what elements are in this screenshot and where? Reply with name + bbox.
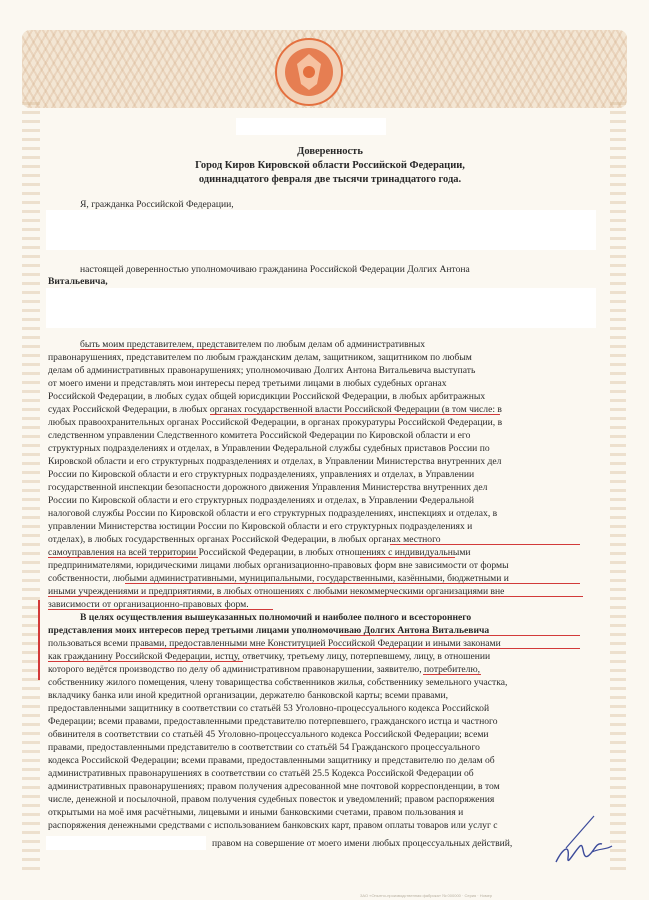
highlight-underline xyxy=(210,414,500,415)
body-line: отделах), в любых государственных органах Российской Федерации, в любых органах местного xyxy=(48,534,441,545)
redacted-number xyxy=(236,118,386,135)
body-line: Российской Федерации, в любых судах общей юрисдикции Российской Федерации, в любых арбитражных xyxy=(48,391,486,402)
highlight-underline xyxy=(390,544,580,545)
highlight-underline xyxy=(360,557,455,558)
body-line: России по Кировской области и его структурных подразделениях и отделах, в Управлении Федеральной xyxy=(48,495,475,506)
city-line: Город Киров Кировской области Российской Федерации, xyxy=(195,160,465,171)
body-line: иными учреждениями и предприятиями, в любых отношениях с любыми некоммерческими организациями вне xyxy=(48,586,505,597)
highlight-underline xyxy=(125,583,580,584)
ornamental-border-right xyxy=(610,100,626,870)
body-line: В целях осуществления вышеуказанных полномочий и наиболее полного и всестороннего xyxy=(80,612,472,623)
document-title: Доверенность xyxy=(297,146,363,157)
body-line: распоряжения денежными средствами с использованием банковских карт, правом оплаты товаров или услуг с xyxy=(48,820,498,831)
body-line: от моего имени и представлять мои интересы перед третьими лицами в любых судебных органах xyxy=(48,378,447,389)
intro-line: Я, гражданка Российской Федерации, xyxy=(80,199,234,210)
highlight-underline xyxy=(48,596,583,597)
body-line: государственной инспекции безопасности дорожного движения Управления Министерства внутренних дел xyxy=(48,482,488,493)
body-line: России по Кировской области и его структурных подразделениях, управлениях и отделах, в Управлении xyxy=(48,469,475,480)
body-line: обвинителя в соответствии со статьёй 45 Уголовно-процессуального кодекса Российской Федерации; всеми xyxy=(48,729,489,740)
body-line: структурных подразделениях и отделах, в Управлении Федеральной службы судебных приставов России по xyxy=(48,443,490,454)
highlight-underline xyxy=(80,349,240,350)
grant-line-1: настоящей доверенностью уполномочиваю гражданина Российской Федерации Долгих Антона xyxy=(80,264,470,275)
body-line: собственнику жилого помещения, члену товарищества собственников жилья, собственнику земельного участка, xyxy=(48,677,508,688)
date-line: одиннадцатого февраля две тысячи тринадцатого года. xyxy=(198,174,462,185)
body-line: быть моим представителем, представителем по любым делам об административных xyxy=(80,339,425,350)
body-line: судах Российской Федерации, в любых органах государственной власти Российской Федерации (в том числе: в xyxy=(48,404,502,415)
body-line: пользоваться всеми правами, предоставленными мне Конституцией Российской Федерации и иными законами xyxy=(48,638,501,649)
body-line: представления моих интересов перед третьими лицами уполномочиваю Долгих Антона Витальевича xyxy=(48,625,490,636)
body-line: зависимости от организационно-правовых форм. xyxy=(48,599,249,610)
highlight-underline xyxy=(140,648,580,649)
body-line: предпринимателями, юридическими лицами любых организационно-правовых форм вне зависимости от формы xyxy=(48,560,509,571)
body-line: числе, денежной и посылочной, правом получения судебных повесток и уведомлений; правом распоряжения xyxy=(48,794,495,805)
body-line: Кировской области и его структурных подразделениях и отделах, в Управлении Министерства внутренних дел xyxy=(48,456,502,467)
body-line: вкладчику банка или иной кредитной организации, держателю банковской карты; всеми правами, xyxy=(48,690,449,701)
body-line: налоговой службы России по Кировской области и его структурных подразделениях, инспекциях и отделах, в xyxy=(48,508,498,519)
highlight-underline xyxy=(340,635,580,636)
body-line: управлении Министерства юстиции России по Кировской области и его структурных подразделениях и xyxy=(48,521,473,532)
body-line: административных правонарушениях; правом получения адресованной мне почтовой корреспонденции, в том xyxy=(48,781,500,792)
body-line: самоуправления на всей территории Российской Федерации, в любых отношениях с индивидуальными xyxy=(48,547,471,558)
body-line: которого ведётся производство по делу об административном правонарушении, заявителю, потребителю, xyxy=(48,664,481,675)
redacted-principal xyxy=(46,210,596,250)
redacted-gap xyxy=(46,836,206,850)
body-line: любых правоохранительных органах Российской Федерации, в органах прокуратуры Российской Федерации, в xyxy=(48,417,503,428)
body-line: кодекса Российской Федерации; всеми правами, предоставленными защитнику и представителю по делам об xyxy=(48,755,495,766)
grant-line-2: Витальевича, xyxy=(48,276,108,287)
form-print-footer: ЗАО «Опытно-производственная фабрика» № 000000 · Серия · Номер xyxy=(360,893,493,898)
handwritten-signature xyxy=(548,812,618,872)
body-line: Федерации; всеми правами, предоставленными представителю потерпевшего, гражданского истца и частного xyxy=(48,716,498,727)
ornamental-border-left xyxy=(22,100,40,870)
highlight-underline xyxy=(423,674,481,675)
redacted-agent-details xyxy=(46,288,596,328)
coat-of-arms-emblem-icon xyxy=(273,36,345,108)
body-line: открытыми на моё имя расчётными, лицевыми и иными банковскими счетами, правом пользования и xyxy=(48,807,464,818)
highlight-underline xyxy=(48,609,273,610)
body-line: правонарушениях, представителем по любым гражданским делам, защитником, защитником по любым xyxy=(48,352,472,363)
highlight-underline xyxy=(48,661,243,662)
body-line: предоставленными защитнику в соответствии со статьёй 53 Уголовно-процессуального кодекса Российской xyxy=(48,703,490,714)
body-line: следственном управлении Следственного комитета Российской Федерации по Кировской области и его xyxy=(48,430,471,441)
body-line: делам об административных правонарушениях; уполномочиваю Долгих Антона Витальевича выступать xyxy=(48,365,476,376)
last-line: правом на совершение от моего имени любых процессуальных действий, xyxy=(212,838,513,849)
highlight-underline xyxy=(48,557,198,558)
body-line: как гражданину Российской Федерации, истцу, ответчику, третьему лицу, потерпевшему, лицу, в отношении xyxy=(48,651,491,662)
highlight-margin-bar xyxy=(38,600,40,680)
body-line: собственности, любыми административными, муниципальными, государственными, казёнными, бюджетными и xyxy=(48,573,509,584)
body-line: административных правонарушениях в соответствии со статьёй 25.5 Кодекса Российской Федерации об xyxy=(48,768,474,779)
body-line: правами, предоставленными представителю в соответствии со статьёй 54 Гражданского процессуального xyxy=(48,742,480,753)
